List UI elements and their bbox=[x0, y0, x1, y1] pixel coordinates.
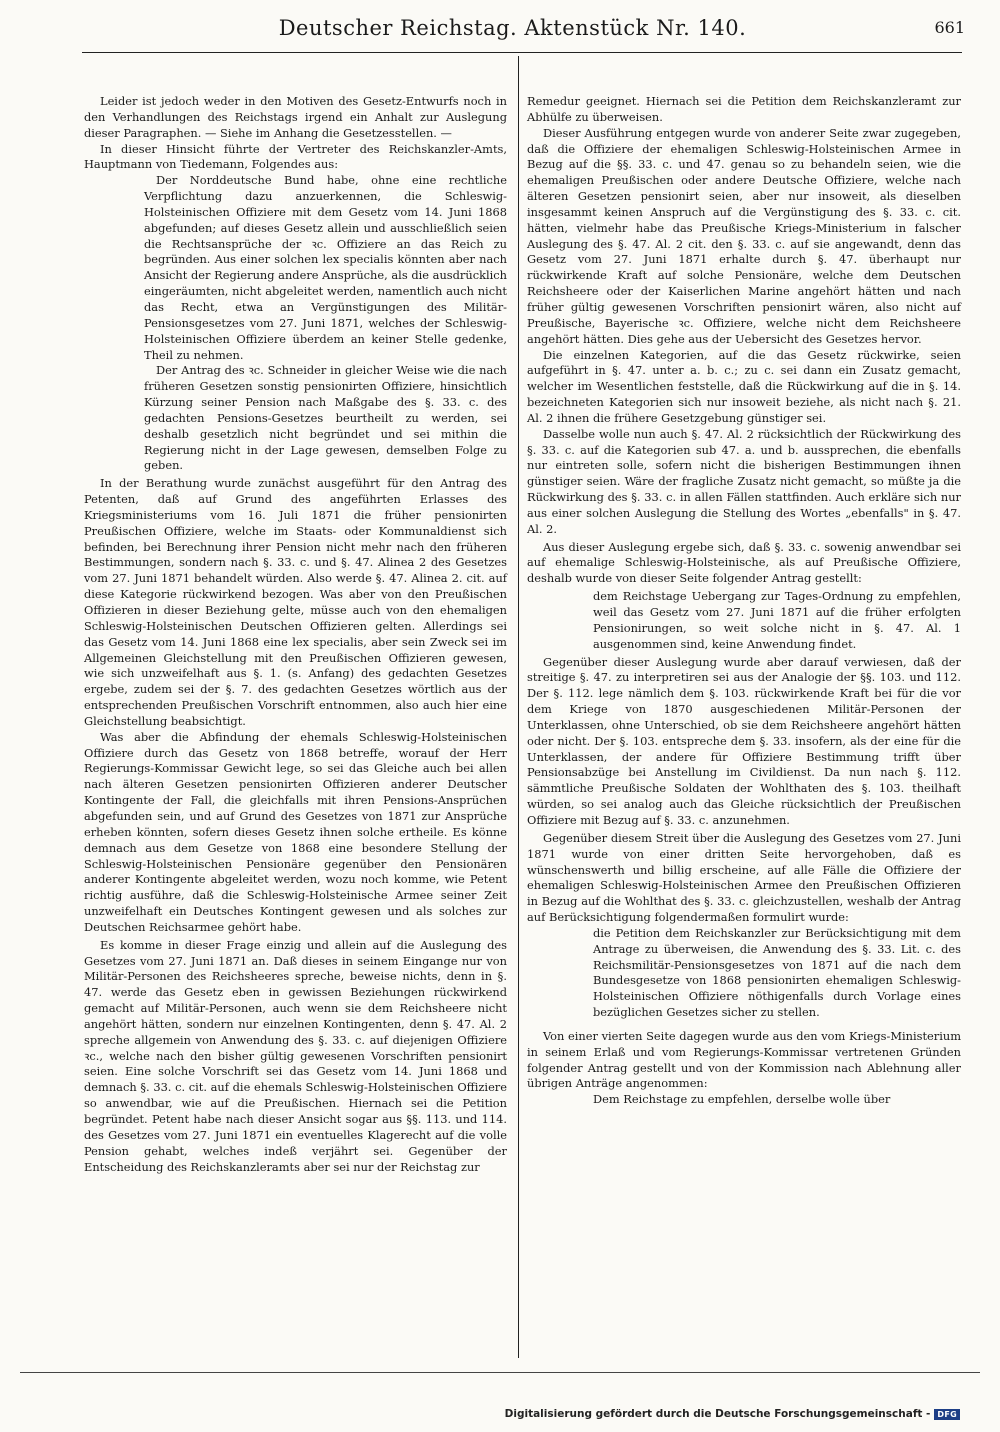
paragraph: Remedur geeignet. Hiernach sei die Petition dem Reichskanzleramt zur Abhülfe zu überweisen. bbox=[527, 94, 961, 124]
page-header bbox=[60, 10, 965, 46]
right-column bbox=[527, 94, 961, 1108]
paragraph: In dieser Hinsicht führte der Vertreter des Reichskanzler-Amts, Hauptmann von Tiedemann, Folgendes aus: bbox=[84, 141, 507, 172]
paragraph: Gegenüber dieser Auslegung wurde aber darauf verwiesen, daß der streitige §. 47. zu interpretiren sei aus der Analogie der §§. 103. und 112. Der §. 112. lege nämlich dem §. 103. rückwirkende Kraft bei für die vor dem Kriege von 1870 ausgeschiedenen Militär-Personen der Unterklassen, ohne Unterschied, ob sie dem Reichsheere angehört hätten oder nicht. Der §. 103. entspreche dem §. 33. insofern, als der eine für die Unterklassen, der andere für Offiziere Bestimmung trifft über Pensionsabzüge bei Anstellung im Civildienst. Da nun nach §. 112. sämmtliche Preußische Soldaten der Wohlthaten des §. 103. theilhaft würden, so sei analog auch das Gleiche rücksichtlich der Preußischen Offiziere mit Bezug auf §. 33. c. anzunehmen. bbox=[527, 654, 961, 827]
column-divider bbox=[518, 56, 519, 1358]
motion-text: Dem Reichstage zu empfehlen, derselbe wolle über bbox=[593, 1092, 891, 1107]
paragraph: Aus dieser Auslegung ergebe sich, daß §. 33. c. sowenig anwendbar sei auf ehemalige Schleswig-Holsteinische, als auf Preußische Offiziere, deshalb wurde von dieser Seite folgender Antrag gestellt: bbox=[527, 539, 961, 586]
running-title: Deutscher Reichstag. Aktenstück Nr. 140. bbox=[278, 16, 747, 40]
paragraph: Gegenüber diesem Streit über die Auslegung des Gesetzes vom 27. Juni 1871 wurde von einer dritten Seite hervorgehoben, daß es wünschenswerth und billig erscheine, auf alle Fälle die Offiziere der ehemaligen Schleswig-Holsteinischen Armee den Preußischen Offizieren in Bezug auf die Wohlthat des §. 33. c. gleichzustellen, weshalb der Antrag auf Berücksichtigung folgendermaßen formulirt wurde: bbox=[527, 830, 961, 925]
dfg-logo: DFG bbox=[934, 1409, 960, 1420]
paragraph: Die einzelnen Kategorien, auf die das Gesetz rückwirke, seien aufgeführt in §. 47. unter a. b. c.; zu c. sei dann ein Zusatz gemacht, welcher im Wesentlichen feststelle, daß die Rückwirkung auf die in §. 14. bezeichneten Kategorien sich nur insoweit beziehe, als nicht nach §. 21. Al. 2 ihnen die frühere Gesetzgebung günstiger sei. bbox=[527, 347, 961, 425]
footer bbox=[505, 1408, 960, 1420]
left-column bbox=[84, 94, 507, 1175]
paragraph: In der Berathung wurde zunächst ausgeführt für den Antrag des Petenten, daß auf Grund des angeführten Erlasses des Kriegsministeriums vom 16. Juli 1871 die früher pensionirten Preußischen Offiziere, welche im Staats- oder Kommunaldienst sich befinden, bei Berechnung ihrer Pension nicht mehr nach den früheren Bestimmungen, sondern nach §. 33. c. und §. 47. Alinea 2 des Gesetzes vom 27. Juni 1871 behandelt würden. Also werde §. 47. Alinea 2. cit. auf diese Kategorie rückwirkend bezogen. Was aber von den Preußischen Offizieren in dieser Beziehung gelte, müsse auch von den ehemaligen Schleswig-Holsteinischen Deutschen Offizieren gelten. Allerdings sei das Gesetz vom 14. Juni 1868 eine lex specialis, aber sein Zweck sei im Allgemeinen Gleichstellung mit den Preußischen Offizieren gewesen, wie sich unzweifelhaft aus §. 1. (s. Anfang) des gedachten Gesetzes ergebe, zudem sei der §. 7. des gedachten Gesetzes wörtlich aus der entsprechenden Preußischen Vorschrift entnommen, also auch hier eine Gleichstellung beabsichtigt. bbox=[84, 476, 507, 728]
quoted-statement: Der Antrag des ꝛc. Schneider in gleicher Weise wie die nach früheren Gesetzen sonstig pensionirten Offiziere, hinsichtlich Kürzung seiner Pension nach Maßgabe des §. 33. c. des gedachten Pensions-Gesetzes beurtheilt zu werden, sei deshalb gesetzlich nicht begründet und sei mithin die Regierung nicht in der Lage gewesen, demselben Folge zu geben. bbox=[144, 363, 507, 473]
paragraph: Was aber die Abfindung der ehemals Schleswig-Holsteinischen Offiziere durch das Gesetz von 1868 betreffe, worauf der Herr Regierungs-Kommissar Gewicht lege, so sei das Gleiche auch bei allen nach älteren Gesetzen pensionirten Offizieren anderer Deutscher Kontingente der Fall, die gleichfalls mit ihren Pensions-Ansprüchen abgefunden sein, und auf Grund des Gesetzes von 1871 zur Ansprüche erheben könnten, sofern dieses Gesetz ihnen solche ertheile. Es könne demnach aus dem Gesetze von 1868 eine besondere Stellung der Schleswig-Holsteinischen Pensionäre gegenüber den Pensionären anderer Kontingente abgeleitet werden, wozu noch komme, wie Petent richtig ausführe, daß die Schleswig-Holsteinische Armee seiner Zeit unzweifelhaft ein Deutsches Kontingent gewesen und als solches zur Deutschen Reichsarmee gehört habe. bbox=[84, 729, 507, 934]
paragraph: Dasselbe wolle nun auch §. 47. Al. 2 rücksichtlich der Rückwirkung des §. 33. c. auf die Kategorien sub 47. a. und b. aussprechen, die ebenfalls nur eintreten solle, sofern nicht die bisherigen Bestimmungen ihnen günstiger seien. Wäre der fragliche Zusatz nicht gemacht, so müßte ja die Rückwirkung des §. 33. c. in allen Fällen stattfinden. Auch erkläre sich nur aus einer solchen Auslegung die Stellung des Wortes „ebenfalls" in §. 47. Al. 2. bbox=[527, 426, 961, 536]
quoted-statement: Der Norddeutsche Bund habe, ohne eine rechtliche Verpflichtung dazu anzuerkennen, die Schleswig-Holsteinischen Offiziere mit dem Gesetz vom 14. Juni 1868 abgefunden; auf dieses Gesetz allein und ausschließlich seien die Rechtsansprüche der ꝛc. Offiziere an das Reich zu begründen. Aus einer solchen lex specialis könnten aber nach Ansicht der Regierung andere Ansprüche, als die ausdrücklich eingeräumten, nicht abgeleitet werden, namentlich auch nicht das Recht, etwa an Vergünstigungen des Militär-Pensionsgesetzes vom 27. Juni 1871, welches der Schleswig-Holsteinischen Offiziere überdem an keiner Stelle gedenke, Theil zu nehmen. bbox=[144, 173, 507, 362]
paragraph: Dieser Ausführung entgegen wurde von anderer Seite zwar zugegeben, daß die Offiziere der ehemaligen Schleswig-Holsteinischen Armee in Bezug auf die §§. 33. c. und 47. genau so zu behandeln seien, wie die ehemaligen Preußischen oder andere Deutsche Offiziere, welche nach älteren Gesetzen pensionirt seien, aber nur insoweit, als dieselben insgesammt keinen Anspruch auf die Vergünstigung des §. 33. c. cit. hätten, vielmehr habe das Preußische Kriegs-Ministerium in falscher Auslegung des §. 47. Al. 2 cit. den §. 33. c. auf sie angewandt, denn das Gesetz vom 27. Juni 1871 erhalte durch §. 47. überhaupt nur rückwirkende Kraft auf solche Pensionäre, welche dem Deutschen Reichsheere oder der Kaiserlichen Marine angehört hätten und nach früher gültig gewesenen Vorschriften pensionirt wären, also nicht auf Preußische, Bayerische ꝛc. Offiziere, welche nicht dem Reichsheere angehört hätten. Dies gehe aus der Uebersicht des Gesetzes hervor. bbox=[527, 125, 961, 346]
motion-text: dem Reichstage Uebergang zur Tages-Ordnung zu empfehlen, weil das Gesetz vom 27. Juni 1871 auf die früher erfolgten Pensionirungen, so weit solche nicht in §. 47. Al. 1 ausgenommen sind, keine Anwendung findet. bbox=[593, 589, 961, 651]
footer-credit: Digitalisierung gefördert durch die Deutsche Forschungsgemeinschaft - bbox=[504, 1408, 931, 1420]
paragraph: Es komme in dieser Frage einzig und allein auf die Auslegung des Gesetzes vom 27. Juni 1871 an. Daß dieses in seinem Eingange nur von Militär-Personen des Reichsheeres spreche, beweise nichts, denn in §. 47. werde das Gesetz eben in gewissen Beziehungen rückwirkend gemacht auf Militär-Personen, auch wenn sie dem Reichsheere nicht angehört hätten, sondern nur einzelnen Kontingenten, denn §. 47. Al. 2 spreche allgemein von Anwendung des §. 33. c. auf diejenigen Offiziere ꝛc., welche nach den bisher gültig gewesenen Vorschriften pensionirt seien. Eine solche Vorschrift sei das Gesetz vom 14. Juni 1868 und demnach §. 33. c. cit. auf die ehemals Schleswig-Holsteinischen Offiziere so anwendbar, wie auf die Preußischen. Hiernach sei die Petition begründet. Petent habe nach dieser Ansicht sogar aus §§. 113. und 114. des Gesetzes vom 27. Juni 1871 ein eventuelles Klagerecht auf die volle Pension gehabt, welches indeß verjährt sei. Gegenüber der Entscheidung des Reichskanzleramts aber sei nur der Reichstag zur bbox=[84, 937, 507, 1174]
paragraph: Von einer vierten Seite dagegen wurde aus den vom Kriegs-Ministerium in seinem Erlaß und vom Regierungs-Kommissar vertretenen Gründen folgender Antrag gestellt und von der Kommission nach Ablehnung aller übrigen Anträge angenommen: bbox=[527, 1028, 961, 1091]
header-rule bbox=[82, 52, 962, 53]
paragraph: Leider ist jedoch weder in den Motiven des Gesetz-Entwurfs noch in den Verhandlungen des Reichstags irgend ein Anhalt zur Auslegung dieser Paragraphen. — Siehe im Anhang die Gesetzesstellen. — bbox=[84, 94, 507, 140]
motion-text: die Petition dem Reichskanzler zur Berücksichtigung mit dem Antrage zu überweisen, die Anwendung des §. 33. Lit. c. des Reichsmilitär-Pensionsgesetzes von 1871 auf die nach dem Bundesgesetze von 1868 pensionirten ehemaligen Schleswig-Holsteinischen Offiziere nöthigenfalls durch Vorlage eines bezüglichen Gesetzes sicher zu stellen. bbox=[593, 925, 961, 1020]
page-number: 661 bbox=[934, 18, 965, 37]
footer-rule bbox=[20, 1372, 980, 1373]
